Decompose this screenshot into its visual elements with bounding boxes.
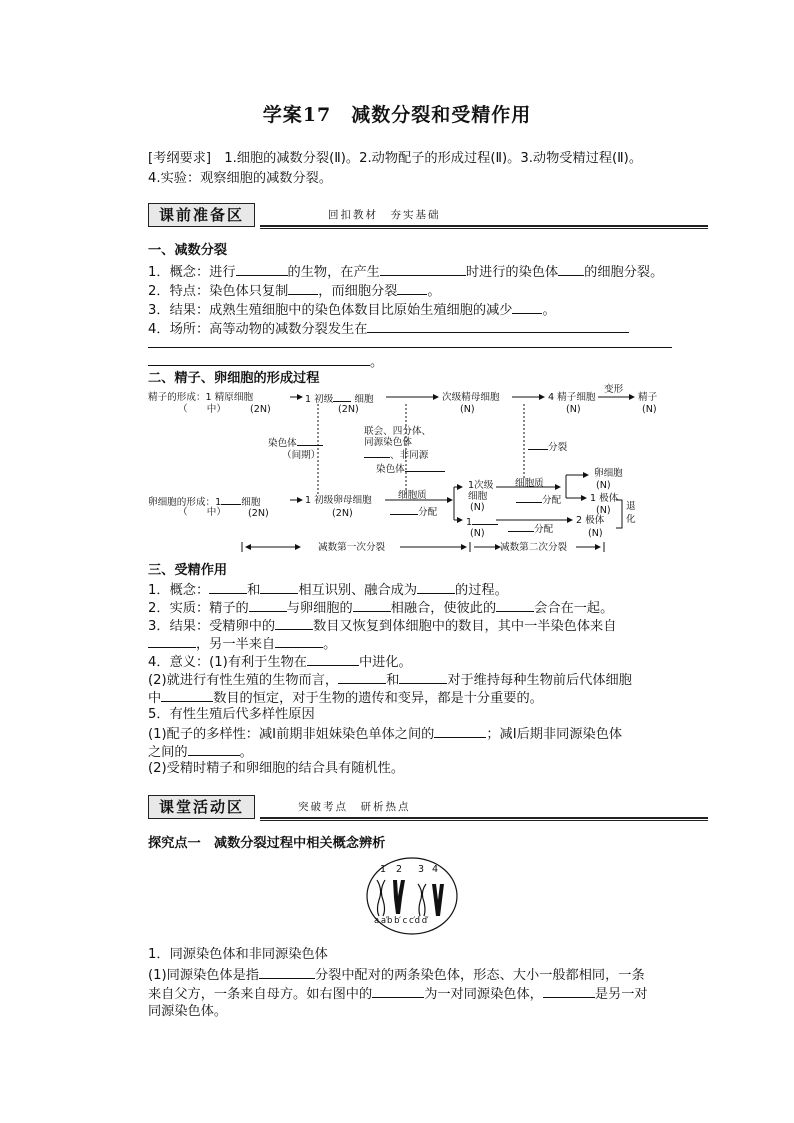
- section-rule: [260, 225, 708, 227]
- egg-cell: 卵细胞: [594, 468, 623, 479]
- sperm-formation-label: 精子的形成：1 精原细胞: [148, 392, 254, 403]
- split-label: 分裂: [528, 440, 567, 453]
- homologous-definition-end: 同源染色体。: [148, 1004, 228, 1019]
- sperm-location: （ 中）: [178, 404, 226, 415]
- synapsis-label: 联会、四分体、: [364, 426, 432, 437]
- egg-formation-label: 卵细胞的形成：1 细胞: [148, 497, 261, 508]
- chromosome-number-3: 3: [418, 864, 425, 875]
- ploidy-n: (N): [596, 480, 611, 491]
- interphase-label: （间期）: [282, 450, 321, 461]
- spermatid: 4 精子细胞: [548, 392, 596, 403]
- section-tab-class: 课堂活动区: [148, 795, 255, 819]
- chromosome-number-4: 4: [432, 864, 439, 875]
- polar-body-2: 2 极体: [576, 515, 605, 526]
- fertilization-essence: 2．实质：精子的 与卵细胞的 相融合，使彼此的 会合在一起。: [148, 598, 613, 618]
- chromosome-number-2: 2: [396, 864, 403, 875]
- ploidy-2n: (2N): [332, 508, 353, 519]
- answer-line: [148, 347, 672, 348]
- meiosis-2-label: 减数第二次分裂: [500, 542, 568, 553]
- section-subtitle-prep: 回扣教材 夯实基础: [328, 209, 441, 221]
- polar-body-1: 1 极体: [590, 493, 619, 504]
- ploidy-2n: (2N): [248, 508, 269, 519]
- ploidy-2n: (2N): [338, 404, 359, 415]
- section-rule: [260, 228, 708, 229]
- section-rule: [260, 817, 708, 819]
- fertilization-significance-1: 4．意义：(1)有利于生物在 中进化。: [148, 652, 412, 672]
- ploidy-n: (N): [642, 404, 657, 415]
- ploidy-n: (N): [470, 528, 485, 539]
- ploidy-n: (N): [588, 528, 603, 539]
- homologous-heading: 1．同源染色体和非同源染色体: [148, 947, 328, 962]
- ploidy-n: (N): [460, 404, 475, 415]
- part1-feature: 2．特点：染色体只复制 ，而细胞分裂 。: [148, 281, 441, 301]
- ploidy-2n: (2N): [250, 404, 271, 415]
- part1-location-end: 。: [148, 352, 383, 372]
- sperm-cell: 精子: [638, 392, 658, 403]
- section-tab-prep: 课前准备区: [148, 203, 255, 227]
- homologous-definition: (1)同源染色体是指 分裂中配对的两条染色体，形态、大小一般都相同，一条: [148, 965, 645, 985]
- chromosome-number-1: 1: [380, 864, 387, 875]
- section-bar-prep: [148, 203, 708, 229]
- page-title: 学案17 减数分裂和受精作用: [262, 104, 532, 126]
- gamete-diversity-cont: 之间的 。: [148, 742, 253, 762]
- part1-location: 4．场所：高等动物的减数分裂发生在: [148, 319, 629, 339]
- part1-result: 3．结果：成熟生殖细胞中的染色体数目比原始生殖细胞的减少 。: [148, 300, 556, 320]
- distribute-label: 分配: [516, 493, 561, 506]
- distribute-label: 分配: [508, 522, 553, 535]
- fertilization-significance-2: (2)就进行有性生殖的生物而言， 和 对于维持每种生物前后代体细胞: [148, 670, 632, 690]
- secondary-oocyte-cell: 细胞: [468, 491, 488, 502]
- ploidy-n: (N): [470, 502, 485, 513]
- cytoplasm-label: 细胞质: [515, 478, 544, 489]
- section-rule: [260, 820, 708, 821]
- transform-label: 变形: [604, 384, 624, 395]
- syllabus-line-2: 4.实验：观察细胞的减数分裂。: [148, 171, 333, 186]
- fertilization-result: 3．结果：受精卵中的 数目又恢复到体细胞中的数目，其中一半染色体来自: [148, 616, 616, 636]
- fertilization-concept: 1．概念： 和 相互识别、融合成为 的过程。: [148, 580, 508, 600]
- chromatid-labels: a a′b b′ c c′d d′: [374, 916, 429, 926]
- primary-spermatocyte: 1 初级 细胞: [305, 394, 374, 405]
- random-fertilization: (2)受精时精子和卵细胞的结合具有随机性。: [148, 761, 405, 776]
- homologous-definition-cont: 来自父方，一条来自母方。如右图中的 为一对同源染色体， 是另一对: [148, 984, 648, 1004]
- part1-heading: 一、减数分裂: [148, 243, 228, 258]
- explore-heading: 探究点一 减数分裂过程中相关概念辨析: [148, 836, 386, 851]
- distribute-label: 分配: [390, 505, 437, 518]
- chromosome-label: 染色体: [376, 462, 445, 475]
- nonhomologous-label: 、非同源: [364, 448, 428, 461]
- part3-heading: 三、受精作用: [148, 563, 228, 578]
- fertilization-result-cont: ，另一半来自 。: [148, 634, 336, 654]
- diversity-heading: 5．有性生殖后代多样性原因: [148, 707, 315, 722]
- part1-concept: 1．概念：进行 的生物，在产生 时进行的染色体 的细胞分裂。: [148, 262, 663, 282]
- ploidy-n: (N): [566, 404, 581, 415]
- egg-location: （ 中）: [178, 507, 226, 518]
- chromosome-replication: 染色体: [268, 436, 323, 449]
- first-polar-body: 1: [466, 515, 498, 528]
- secondary-oocyte: 1次级: [468, 480, 494, 491]
- primary-oocyte: 1 初级卵母细胞: [305, 495, 372, 506]
- ploidy-n: (N): [596, 505, 611, 516]
- cytoplasm-label: 细胞质: [398, 490, 427, 501]
- fertilization-significance-2-cont: 中 数目的恒定，对于生物的遗传和变异，都是十分重要的。: [148, 688, 543, 708]
- homologous-chromosome-figure: [366, 856, 458, 936]
- syllabus-line-1: [考纲要求] 1.细胞的减数分裂(Ⅱ)。2.动物配子的形成过程(Ⅱ)。3.动物受精过程(Ⅱ)。: [148, 151, 643, 166]
- section-subtitle-class: 突破考点 研析热点: [298, 801, 411, 813]
- gamete-diversity: (1)配子的多样性：减Ⅰ前期非姐妹染色单体之间的 ；减Ⅰ后期非同源染色体: [148, 724, 622, 744]
- homologous-label: 同源染色体: [364, 437, 412, 448]
- part2-heading: 二、精子、卵细胞的形成过程: [148, 371, 320, 386]
- degenerate-label: 退化: [626, 501, 636, 525]
- secondary-spermatocyte: 次级精母细胞: [442, 392, 500, 403]
- meiosis-1-label: 减数第一次分裂: [318, 542, 386, 553]
- section-bar-class: [148, 795, 708, 821]
